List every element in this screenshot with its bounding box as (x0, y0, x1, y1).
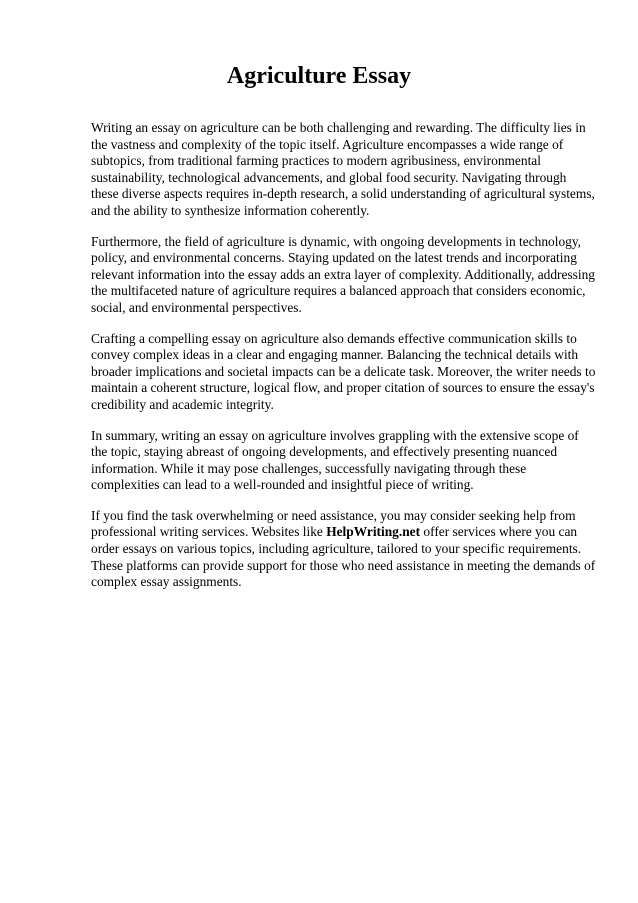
paragraph-3: Crafting a compelling essay on agriculture also demands effective communication skills to convey complex ideas in a clear and engaging manner. Balancing the technical details with broader implications and societal impacts can be a delicate task. Moreover, the writer needs to maintain a coherent structure, logical flow, and proper citation of sources to ensure the essay's credibility and academic integrity. (91, 330, 596, 412)
document-body (91, 120, 596, 605)
document-title: Agriculture Essay (226, 63, 412, 89)
paragraph-5-after: offer services where you can order essays on various topics, including agriculture, tailored to your specific requirements. These platforms can provide support for those who need assistance in meeting the demands of complex essay assignments. (91, 524, 596, 590)
paragraph-1: Writing an essay on agriculture can be both challenging and rewarding. The difficulty lies in the vastness and complexity of the topic itself. Agriculture encompasses a wide range of subtopics, from traditional farming practices to modern agribusiness, environmental sustainability, technological advancements, and global food security. Navigating through these diverse aspects requires in-depth research, a solid understanding of agricultural systems, and the ability to synthesize information coherently. (91, 120, 595, 218)
helpwriting-brand: HelpWriting.net (326, 524, 421, 540)
paragraph-4: In summary, writing an essay on agriculture involves grappling with the extensive scope of the topic, staying abreast of ongoing developments, and effectively presenting nuanced information. While it may pose challenges, successfully navigating through these complexities can lead to a well-rounded and insightful piece of writing. (91, 427, 579, 493)
paragraph-5 (91, 508, 596, 591)
paragraph-2: Furthermore, the field of agriculture is dynamic, with ongoing developments in technology, policy, and environmental concerns. Staying updated on the latest trends and incorporating relevant information into the essay adds an extra layer of complexity. Additionally, addressing the multifaceted nature of agriculture requires a balanced approach that considers economic, social, and environmental perspectives. (91, 233, 595, 315)
paragraph-5-before: If you find the task overwhelming or need assistance, you may consider seeking help from professional writing services. Websites like (91, 507, 576, 540)
